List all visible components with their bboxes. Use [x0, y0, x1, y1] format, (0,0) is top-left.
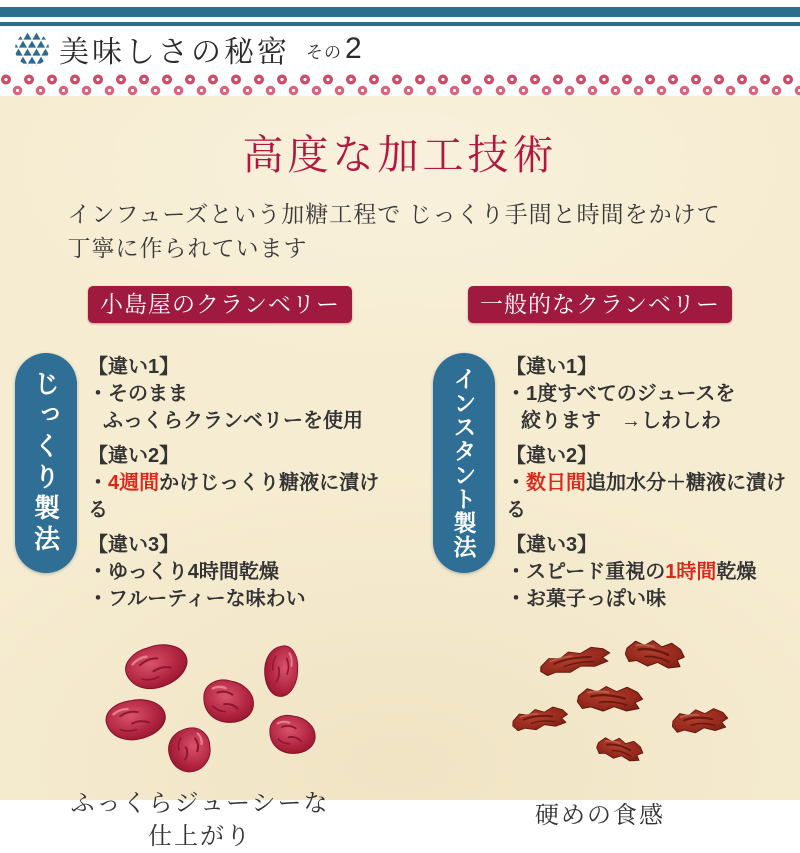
difference-group-1	[506, 354, 790, 435]
header-row	[0, 28, 800, 70]
list-item: ・ゆっくり4時間乾燥	[88, 561, 279, 583]
subtitle-prefix: その	[306, 43, 342, 62]
banner-kojimaya: 小島屋のクランベリー	[88, 286, 352, 323]
list-item: ・フルーティーな味わい	[88, 588, 306, 610]
difference-group-2	[506, 443, 790, 524]
difference-group-1	[88, 354, 390, 435]
list-item: ・スピード重視の1時間乾燥	[506, 561, 757, 583]
list-item: ・数日間追加水分＋糖液に漬ける	[506, 472, 786, 521]
caption-line-1: ふっくらジューシーな	[70, 790, 330, 817]
caption-line-2: 仕上がり	[148, 823, 252, 850]
list-item: ・1度すべてのジュースを	[506, 383, 736, 405]
column-body	[410, 353, 790, 621]
difference-group-2	[88, 443, 390, 524]
lace-border-pattern	[0, 73, 800, 96]
column-generic	[410, 286, 790, 853]
list-item: ・お菓子っぽい味	[506, 588, 666, 610]
result-caption-right	[410, 799, 790, 832]
list-item: ・そのまま	[88, 383, 188, 405]
page	[0, 7, 800, 850]
caption-line-1: 硬めの食感	[535, 802, 665, 829]
group-heading: 【違い2】	[88, 445, 180, 467]
dried-cranberries-illustration	[500, 637, 800, 777]
group-heading: 【違い3】	[506, 534, 598, 556]
method-pill-label: じっくり製法	[30, 370, 61, 556]
list-item: ふっくらクランベリーを使用	[103, 410, 363, 432]
comparison-columns	[0, 286, 800, 853]
difference-list	[506, 353, 790, 621]
site-header	[0, 7, 800, 96]
method-pill-instant	[433, 353, 495, 573]
subtitle-number: 2	[345, 32, 362, 65]
group-heading: 【違い2】	[506, 445, 598, 467]
list-item: 絞ります →しわしわ	[521, 410, 721, 432]
difference-group-3	[88, 532, 390, 613]
page-title: 美味しさの秘密	[59, 36, 290, 69]
banner-generic: 一般的なクランベリー	[468, 286, 732, 323]
section-title: 高度な加工技術	[242, 132, 558, 178]
plump-cranberries-illustration	[110, 645, 350, 785]
column-kojimaya	[10, 286, 390, 853]
difference-group-3	[506, 532, 790, 613]
uroko-circle-icon	[14, 31, 50, 67]
list-item: ・4週間かけじっくり糖液に漬ける	[88, 472, 380, 521]
method-pill-label: インスタント製法	[450, 367, 477, 559]
difference-list	[88, 353, 390, 621]
top-rule-thick	[0, 7, 800, 17]
result-caption-left	[10, 787, 390, 853]
column-body	[10, 353, 390, 621]
main-content	[0, 96, 800, 850]
group-heading: 【違い1】	[506, 356, 598, 378]
group-heading: 【違い1】	[88, 356, 180, 378]
intro-paragraph	[68, 197, 733, 265]
group-heading: 【違い3】	[88, 534, 180, 556]
intro-line-2: 丁寧に作られています	[67, 235, 308, 261]
top-rule-thin	[0, 22, 800, 26]
intro-line-1: インフューズという加糖工程で じっくり手間と時間をかけて	[67, 201, 721, 227]
page-title-number	[306, 32, 362, 66]
method-pill-slow	[15, 353, 77, 573]
